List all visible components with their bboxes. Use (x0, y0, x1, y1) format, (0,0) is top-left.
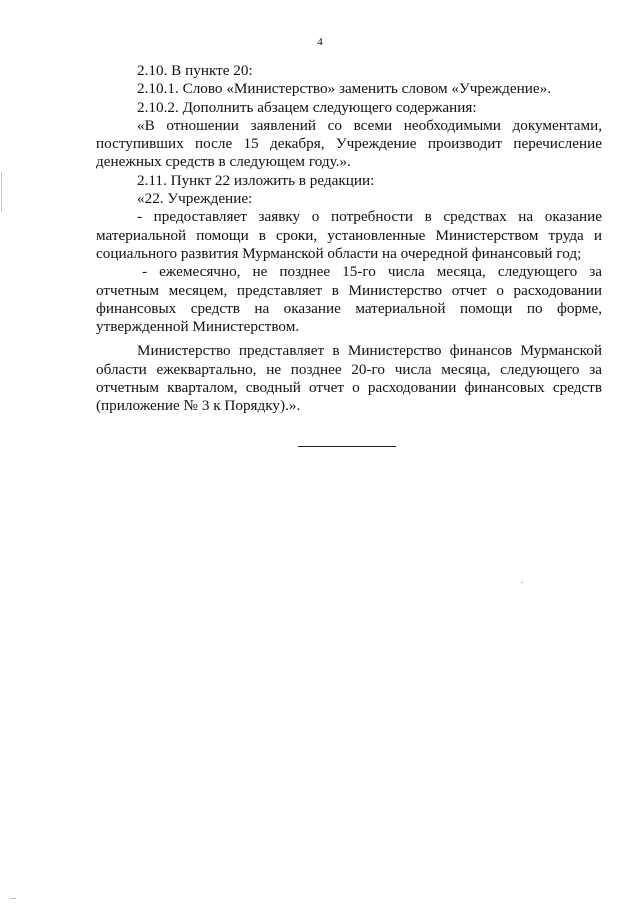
paragraph-2-10: 2.10. В пункте 20: (137, 62, 253, 79)
paragraph-2-11: 2.11. Пункт 22 изложить в редакции: (137, 171, 375, 189)
paragraph-22-heading: «22. Учреждение: (137, 190, 253, 208)
paragraph-2-10-1: 2.10.1. Слово «Министерство» заменить словом «Учреждение». (137, 80, 552, 98)
paragraph-dash-request: - предоставляет заявку о потребности в средствах на оказание материальной помощи в сроки, установленные Министерством труда и социального развития Мурманской области на очередной финансовый год; (96, 208, 602, 262)
paragraph-ministry-quarterly: Министерство представляет в Министерство финансов Мурманской области ежеквартально, не позднее 20-го числа месяца, следующего за отчетным кварталом, сводный отчет о расходовании финансовых средств (приложение № 3 к Порядку).». (96, 342, 602, 415)
paragraph-2-10-2: 2.10.2. Дополнить абзацем следующего содержания: (137, 98, 477, 116)
paragraph-quoted-december: «В отношении заявлений со всеми необходимыми документами, поступивших после 15 декабря, Учреждение производит перечисление денежных средств в следующем году.». (96, 116, 602, 171)
page-number: 4 (317, 36, 323, 48)
scan-artifact-bottom (10, 898, 16, 899)
end-separator-line (298, 446, 396, 447)
paragraph-dash-monthly-report: - ежемесячно, не позднее 15-го числа месяца, следующего за отчетным месяцем, представляет в Министерство отчет о расходовании финансовых средств на оказание материальной помощи по форме, утвержденной Министерством. (96, 263, 602, 336)
scan-artifact-dot (521, 582, 523, 583)
scan-artifact-left (1, 172, 2, 212)
document-body (96, 62, 602, 416)
